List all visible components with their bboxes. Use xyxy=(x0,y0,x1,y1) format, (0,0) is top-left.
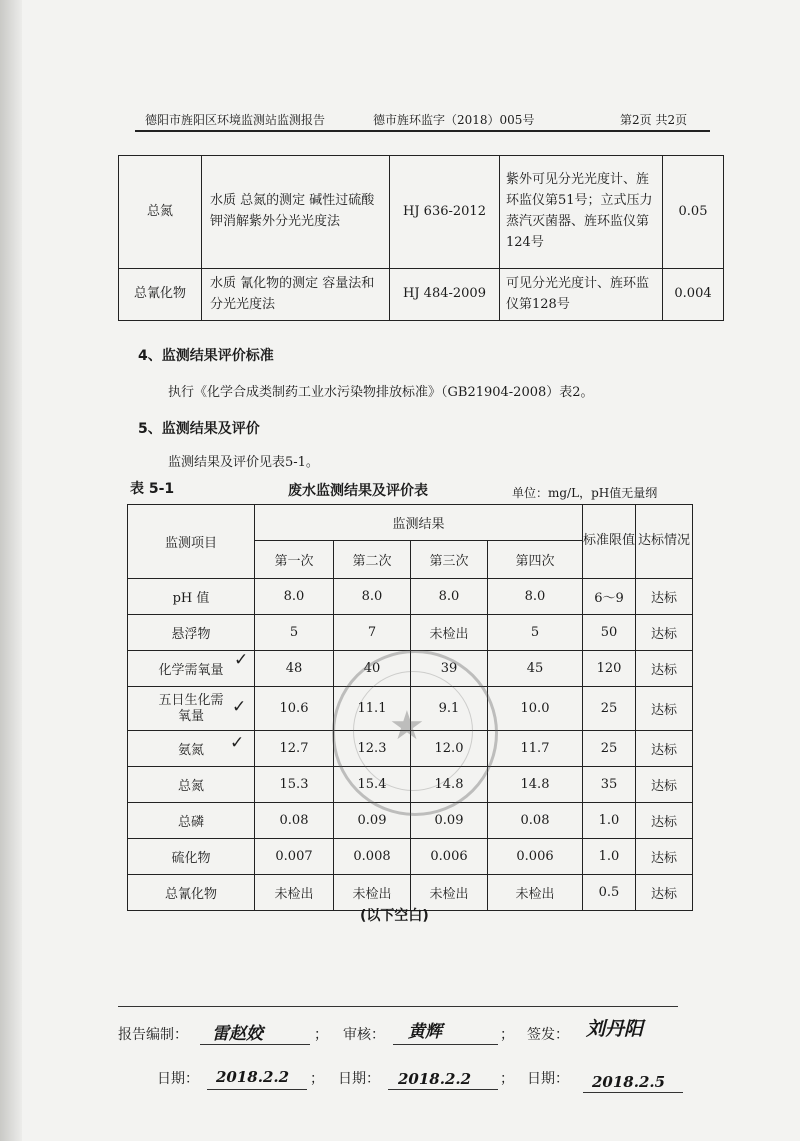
section-5-title: 5、监测结果及评价 xyxy=(138,421,260,437)
method-item: 总氮 xyxy=(119,156,202,269)
separator: ； xyxy=(500,1027,514,1043)
table-title: 废水监测结果及评价表 xyxy=(288,483,428,499)
method-desc: 水质 氰化物的测定 容量法和分光光度法 xyxy=(202,269,390,321)
row-value: 12.3 xyxy=(334,731,411,767)
row-item: 化学需氧量 xyxy=(128,651,255,687)
row-value: 5 xyxy=(488,615,583,651)
check-mark-icon: ✓ xyxy=(230,733,245,753)
row-status: 达标 xyxy=(636,839,693,875)
row-value: 40 xyxy=(334,651,411,687)
row-status: 达标 xyxy=(636,803,693,839)
check-mark-icon: ✓ xyxy=(234,650,249,670)
row-value: 45 xyxy=(488,651,583,687)
row-value: 11.7 xyxy=(488,731,583,767)
section-4-text: 执行《化学合成类制药工业水污染物排放标准》（GB21904-2008）表2。 xyxy=(168,385,594,400)
review-label: 审核： xyxy=(343,1027,385,1043)
separator: ； xyxy=(500,1071,514,1087)
row-item: 总氰化物 xyxy=(128,875,255,911)
method-item: 总氰化物 xyxy=(119,269,202,321)
review-underline xyxy=(393,1044,498,1045)
review-signature: 黄辉 xyxy=(408,1022,442,1042)
official-seal-stamp xyxy=(332,650,498,816)
method-desc: 水质 总氮的测定 碱性过硫酸钾消解紫外分光光度法 xyxy=(202,156,390,269)
section-5-text: 监测结果及评价见表5-1。 xyxy=(168,455,319,470)
row-item: 氨氮 xyxy=(128,731,255,767)
method-instrument: 紫外可见分光光度计、旌环监仪第51号；立式压力蒸汽灭菌器、旌环监仪第124号 xyxy=(500,156,663,269)
row-value: 8.0 xyxy=(488,579,583,615)
row-value: 39 xyxy=(411,651,488,687)
row-value: 未检出 xyxy=(411,875,488,911)
row-value: 48 xyxy=(255,651,334,687)
row-value: 9.1 xyxy=(411,687,488,731)
row-limit: 25 xyxy=(583,687,636,731)
method-table xyxy=(118,155,724,321)
row-status: 达标 xyxy=(636,615,693,651)
check-mark-icon: ✓ xyxy=(232,697,247,717)
row-value: 未检出 xyxy=(488,875,583,911)
header-run-4: 第四次 xyxy=(488,541,583,579)
table-header-row xyxy=(128,505,693,541)
row-value: 0.006 xyxy=(411,839,488,875)
table-row xyxy=(128,839,693,875)
method-limit: 0.05 xyxy=(663,156,724,269)
row-limit: 1.0 xyxy=(583,839,636,875)
row-value: 未检出 xyxy=(334,875,411,911)
issue-signature: 刘丹阳 xyxy=(586,1018,644,1040)
header-page-number: 第2页 共2页 xyxy=(620,113,688,127)
header-run-3: 第三次 xyxy=(411,541,488,579)
header-run-1: 第一次 xyxy=(255,541,334,579)
row-value: 未检出 xyxy=(411,615,488,651)
row-status: 达标 xyxy=(636,651,693,687)
row-value: 0.007 xyxy=(255,839,334,875)
separator: ； xyxy=(310,1071,324,1087)
row-limit: 25 xyxy=(583,731,636,767)
row-value: 未检出 xyxy=(255,875,334,911)
signature-divider xyxy=(118,1006,678,1007)
row-limit: 50 xyxy=(583,615,636,651)
row-value: 12.7 xyxy=(255,731,334,767)
row-limit: 6～9 xyxy=(583,579,636,615)
scan-edge-shadow xyxy=(0,0,22,1141)
row-value: 14.8 xyxy=(411,767,488,803)
section-4-title: 4、监测结果评价标准 xyxy=(138,348,274,364)
row-value: 0.09 xyxy=(411,803,488,839)
table-label: 表 5-1 xyxy=(130,481,175,497)
row-status: 达标 xyxy=(636,687,693,731)
row-item: 总磷 xyxy=(128,803,255,839)
table-row xyxy=(119,156,724,269)
method-instrument: 可见分光光度计、旌环监仪第128号 xyxy=(500,269,663,321)
row-value: 15.3 xyxy=(255,767,334,803)
header-item: 监测项目 xyxy=(128,505,255,579)
header-org: 德阳市旌阳区环境监测站监测报告 xyxy=(145,113,326,127)
row-value: 8.0 xyxy=(411,579,488,615)
table-row xyxy=(128,615,693,651)
row-value: 5 xyxy=(255,615,334,651)
row-limit: 0.5 xyxy=(583,875,636,911)
row-value: 10.6 xyxy=(255,687,334,731)
method-standard: HJ 484-2009 xyxy=(390,269,500,321)
row-value: 12.0 xyxy=(411,731,488,767)
row-status: 达标 xyxy=(636,731,693,767)
row-value: 0.08 xyxy=(488,803,583,839)
row-value: 15.4 xyxy=(334,767,411,803)
header-rule xyxy=(135,130,710,132)
blank-below-note: (以下空白) xyxy=(360,908,429,924)
seal-star-icon: ★ xyxy=(389,703,425,749)
date-underline-3 xyxy=(583,1092,683,1093)
row-item: 硫化物 xyxy=(128,839,255,875)
row-limit: 120 xyxy=(583,651,636,687)
prepared-signature: 雷赵姣 xyxy=(212,1024,263,1044)
method-limit: 0.004 xyxy=(663,269,724,321)
row-item: 总氮 xyxy=(128,767,255,803)
header-limit: 标准限值 xyxy=(583,505,636,579)
row-item: pH 值 xyxy=(128,579,255,615)
prepared-underline xyxy=(200,1044,310,1045)
row-limit: 1.0 xyxy=(583,803,636,839)
date-label-3: 日期： xyxy=(527,1071,569,1087)
table-row xyxy=(119,269,724,321)
separator: ； xyxy=(314,1027,328,1043)
row-status: 达标 xyxy=(636,767,693,803)
row-value: 11.1 xyxy=(334,687,411,731)
issue-label: 签发： xyxy=(527,1027,569,1043)
table-unit: 单位：mg/L，pH值无量纲 xyxy=(512,486,658,500)
prepared-by-label: 报告编制： xyxy=(118,1027,188,1043)
date-label-2: 日期： xyxy=(338,1071,380,1087)
row-value: 0.08 xyxy=(255,803,334,839)
date-underline-2 xyxy=(388,1089,498,1090)
row-value: 8.0 xyxy=(334,579,411,615)
header-run-2: 第二次 xyxy=(334,541,411,579)
date-1: 2018.2.2 xyxy=(216,1068,290,1086)
row-value: 0.09 xyxy=(334,803,411,839)
date-underline-1 xyxy=(207,1089,307,1090)
method-standard: HJ 636-2012 xyxy=(390,156,500,269)
date-2: 2018.2.2 xyxy=(398,1070,472,1088)
row-item: 悬浮物 xyxy=(128,615,255,651)
row-value: 10.0 xyxy=(488,687,583,731)
date-label-1: 日期： xyxy=(157,1071,199,1087)
header-results: 监测结果 xyxy=(255,505,583,541)
row-value: 0.006 xyxy=(488,839,583,875)
header-status: 达标情况 xyxy=(636,505,693,579)
header-doc-number: 德市旌环监字（2018）005号 xyxy=(373,113,535,127)
date-3: 2018.2.5 xyxy=(592,1073,666,1091)
table-row xyxy=(128,579,693,615)
row-limit: 35 xyxy=(583,767,636,803)
row-item: 五日生化需氧量 xyxy=(128,687,255,731)
row-value: 7 xyxy=(334,615,411,651)
row-value: 8.0 xyxy=(255,579,334,615)
row-value: 0.008 xyxy=(334,839,411,875)
row-value: 14.8 xyxy=(488,767,583,803)
row-status: 达标 xyxy=(636,579,693,615)
row-status: 达标 xyxy=(636,875,693,911)
